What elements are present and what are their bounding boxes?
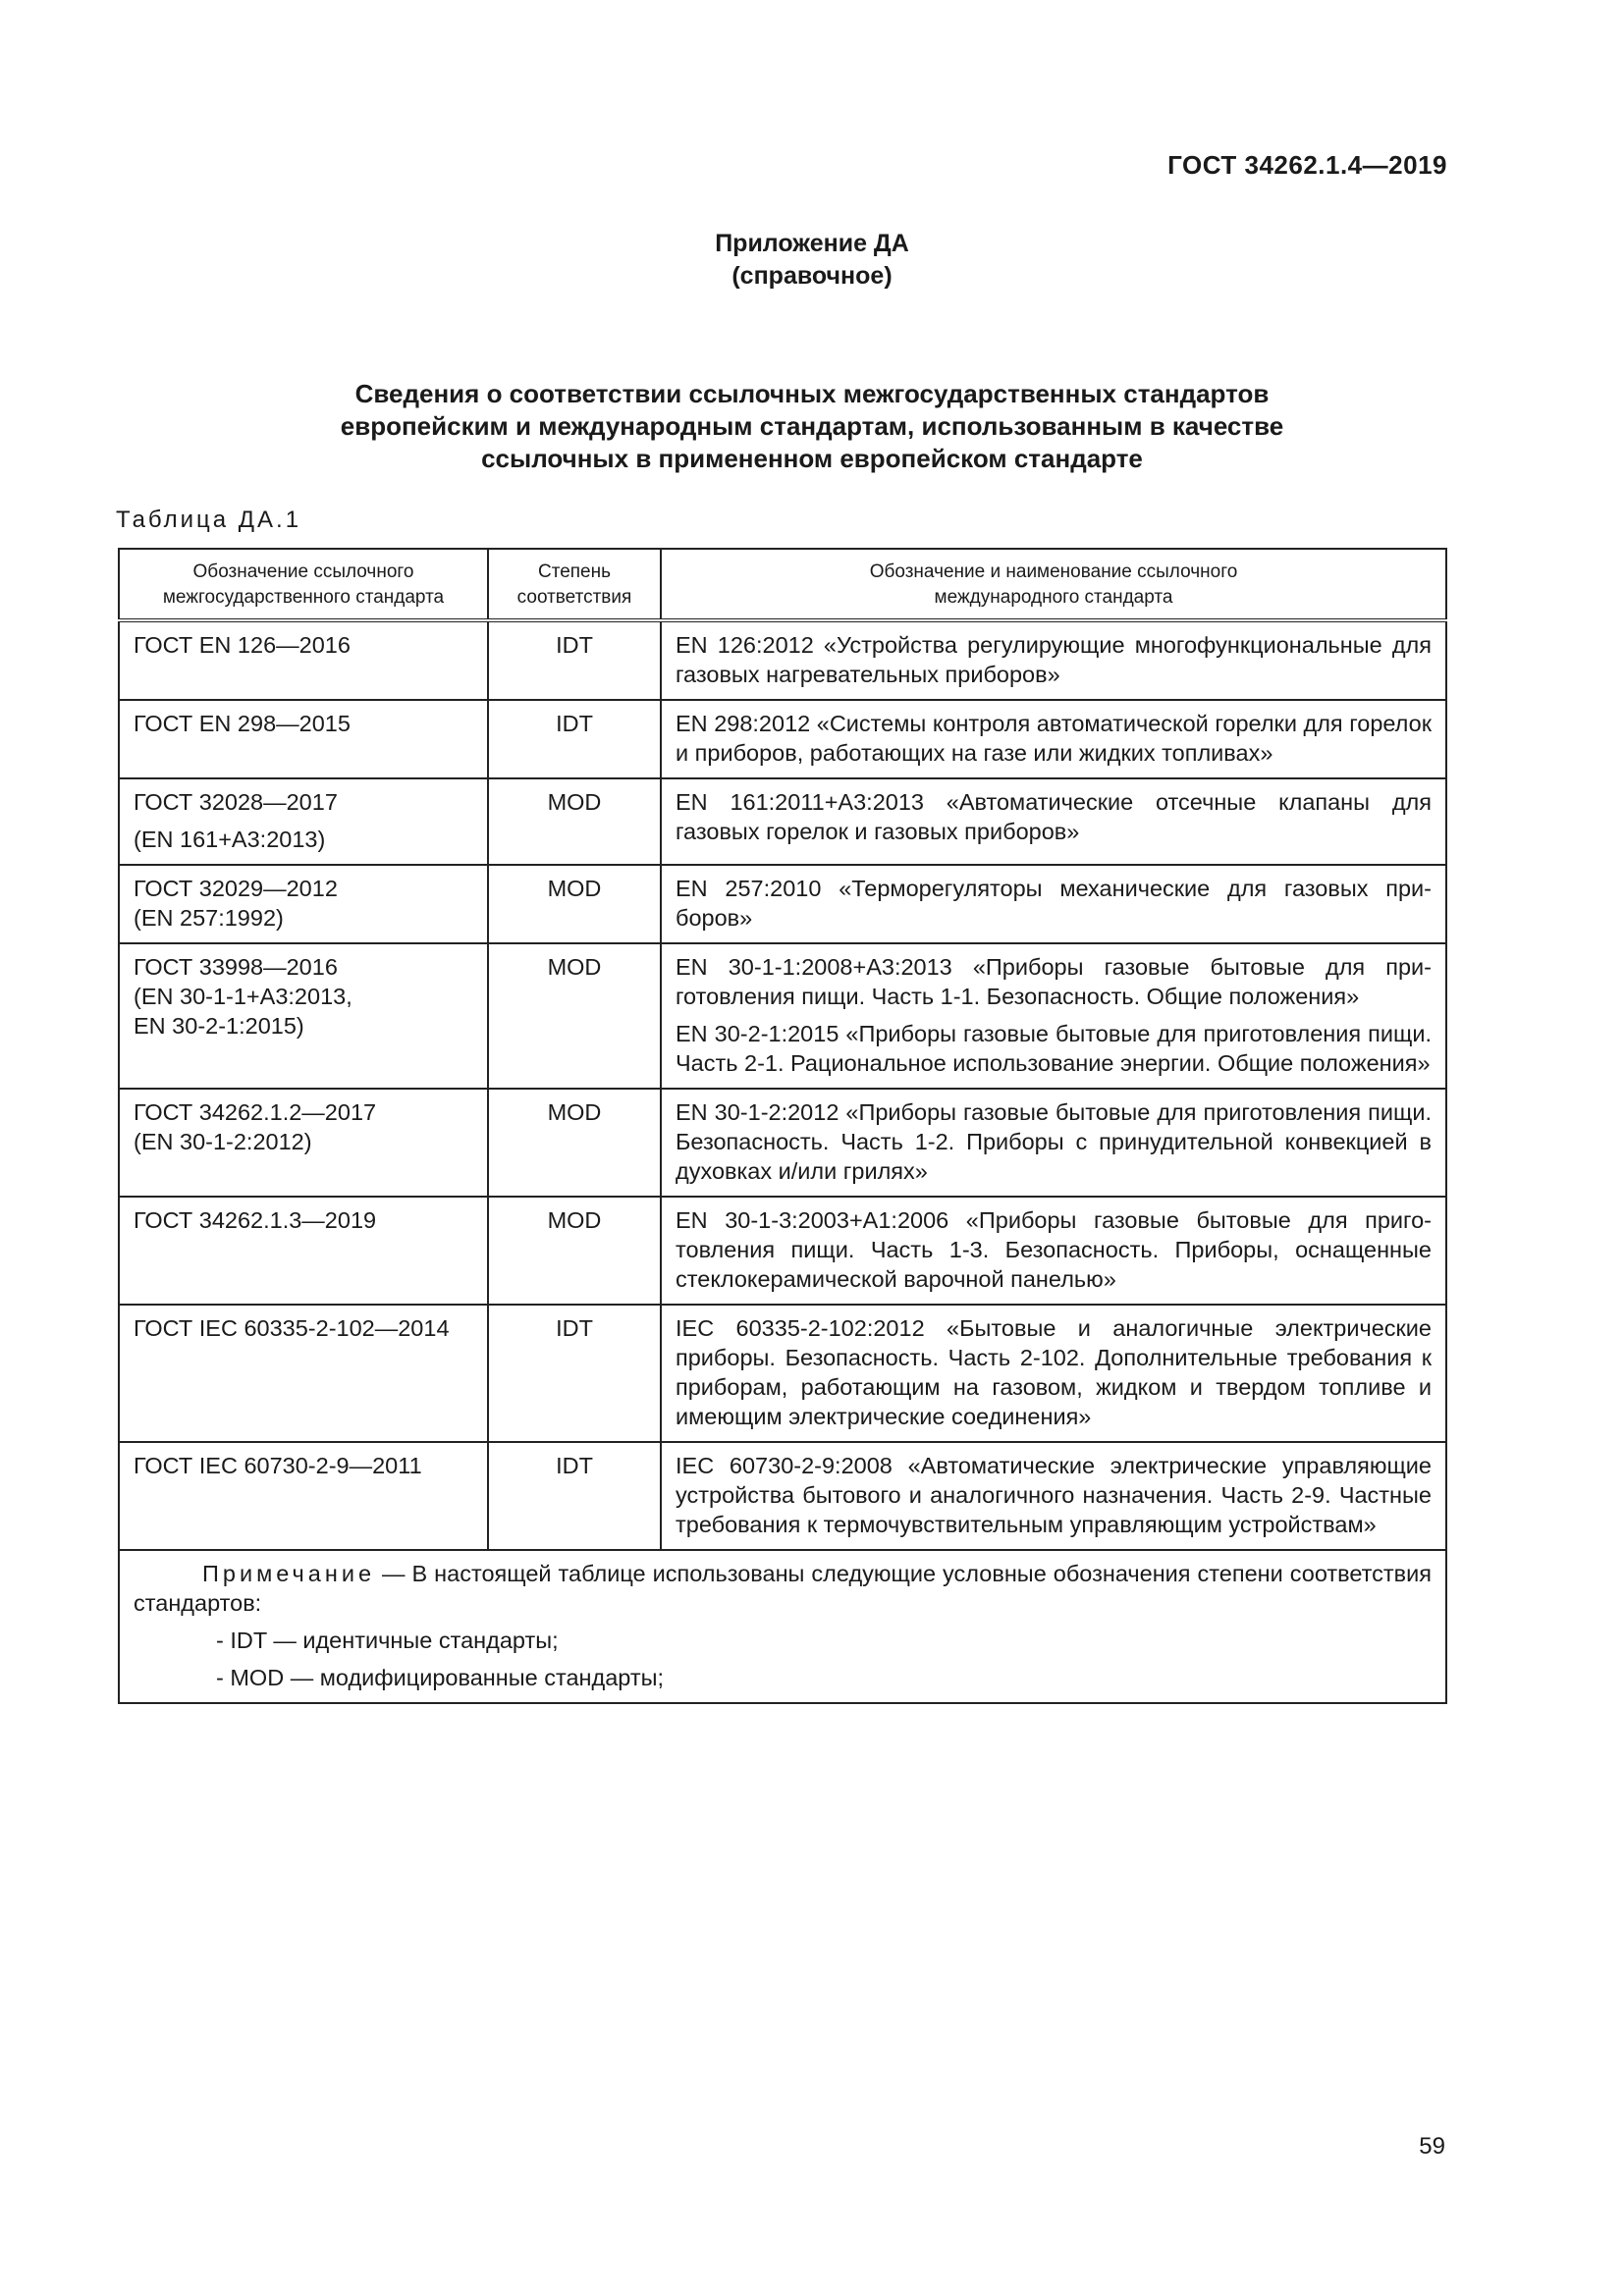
international-cell: [661, 778, 1446, 865]
designation-line: (EN 161+A3:2013): [134, 827, 326, 852]
degree-cell: MOD: [488, 778, 661, 865]
international-text: EN 161:2011+A3:2013 «Автоматические отсечные клапаны для газовых горелок и газовых приборов»: [676, 789, 1432, 844]
header-line: Обозначение ссылочного: [192, 561, 414, 582]
header-line: Обозначение и наименование ссылочного: [869, 561, 1238, 582]
note-item: - MOD — модифицированные стандарты;: [216, 1665, 665, 1690]
table-note: [119, 1550, 1446, 1703]
degree-cell: IDT: [488, 1442, 661, 1550]
designation-cell: [119, 778, 488, 865]
table-row: [119, 700, 1446, 778]
international-cell: [661, 620, 1446, 700]
annex-title-block: [0, 228, 1624, 293]
international-cell: [661, 700, 1446, 778]
international-cell: [661, 1197, 1446, 1305]
designation-line: ГОСТ 32029—2012: [134, 876, 338, 901]
designation-cell: [119, 1197, 488, 1305]
section-heading: [0, 378, 1624, 475]
table-row: [119, 1089, 1446, 1197]
degree-cell: IDT: [488, 1305, 661, 1442]
note-lead: Примечание: [202, 1561, 376, 1586]
heading-line: европейским и международным стандартам, использованным в качестве: [340, 411, 1284, 441]
designation-line: ГОСТ 34262.1.3—2019: [134, 1207, 377, 1233]
header-line: межгосударственного стандарта: [162, 587, 445, 608]
column-header-degree: [488, 549, 661, 620]
designation-line: (EN 257:1992): [134, 905, 284, 931]
designation-line: (EN 30-1-1+A3:2013,: [134, 984, 352, 1009]
designation-line: ГОСТ IEC 60730-2-9—2011: [134, 1453, 422, 1478]
table-caption: Таблица ДА.1: [116, 507, 302, 533]
international-text: EN 298:2012 «Системы контроля автоматической горелки для горелок и приборов, работающих на газе или жидких топливах»: [676, 711, 1432, 766]
header-line: Степень: [537, 561, 612, 582]
table-row: [119, 778, 1446, 865]
table-note-row: [119, 1550, 1446, 1703]
annex-title: Приложение ДА: [715, 230, 909, 257]
page-number: 59: [1419, 2133, 1445, 2160]
table-row: [119, 620, 1446, 700]
designation-line: ГОСТ IEC 60335-2-102—2014: [134, 1315, 450, 1341]
table-row: [119, 1305, 1446, 1442]
international-text: IEC 60730-2-9:2008 «Автоматические электрические управляющие устройства бытового и аналогичного назначения. Часть 2-9. Частные требования к термочувствительным управляющим устройствам»: [676, 1453, 1432, 1537]
table-row: [119, 1197, 1446, 1305]
international-text: EN 126:2012 «Устройства регулирующие многофункциональные для газовых нагревательных приборов»: [676, 632, 1432, 687]
degree-cell: MOD: [488, 1089, 661, 1197]
degree-cell: MOD: [488, 865, 661, 943]
designation-cell: [119, 620, 488, 700]
international-cell: [661, 943, 1446, 1089]
designation-cell: [119, 1305, 488, 1442]
degree-cell: MOD: [488, 1197, 661, 1305]
designation-line: ГОСТ 33998—2016: [134, 954, 338, 980]
international-text: EN 30-1-2:2012 «Приборы газовые бытовые для приготовления пищи. Безопасность. Часть 1-2. Приборы с принудительной конвекцией в духовках и/или грилях»: [676, 1099, 1432, 1184]
table-row: [119, 865, 1446, 943]
header-line: соответствия: [516, 587, 632, 608]
note-text: — В настоящей таблице использованы следующие условные обозначения степени соответствия стандартов:: [134, 1561, 1432, 1616]
international-text: EN 257:2010 «Терморегуляторы механические для газовых приборов»: [676, 876, 1432, 931]
designation-line: ГОСТ 34262.1.2—2017: [134, 1099, 377, 1125]
annex-kind: (справочное): [731, 262, 893, 290]
reference-standards-table: [118, 548, 1447, 1704]
international-cell: [661, 865, 1446, 943]
designation-cell: [119, 1089, 488, 1197]
international-text: EN 30-1-3:2003+A1:2006 «Приборы газовые бытовые для приготовления пищи. Часть 1-3. Безопасность. Приборы, оснащенные стеклокерамической варочной панелью»: [676, 1207, 1432, 1292]
international-cell: [661, 1089, 1446, 1197]
international-text: EN 30-2-1:2015 «Приборы газовые бытовые для приготовления пищи. Часть 2-1. Рациональное использование энергии. Общие положения»: [676, 1021, 1432, 1076]
designation-line: ГОСТ EN 126—2016: [134, 632, 351, 658]
designation-line: (EN 30-1-2:2012): [134, 1129, 312, 1154]
designation-line: ГОСТ 32028—2017: [134, 789, 338, 815]
designation-cell: [119, 1442, 488, 1550]
column-header-international: [661, 549, 1446, 620]
header-line: международного стандарта: [934, 587, 1173, 608]
degree-cell: IDT: [488, 620, 661, 700]
international-cell: [661, 1442, 1446, 1550]
designation-cell: [119, 943, 488, 1089]
international-text: IEC 60335-2-102:2012 «Бытовые и аналогичные электрические приборы. Безопасность. Часть 2-102. Дополнительные требования к приборам, работающим на газовом, жидком и твердом топливе и имеющим электрические соединения»: [676, 1315, 1432, 1429]
degree-cell: MOD: [488, 943, 661, 1089]
note-item: - IDT — идентичные стандарты;: [216, 1628, 559, 1653]
table-row: [119, 943, 1446, 1089]
designation-line: EN 30-2-1:2015): [134, 1013, 304, 1039]
table-header-row: [119, 549, 1446, 620]
designation-line: ГОСТ EN 298—2015: [134, 711, 351, 736]
designation-cell: [119, 700, 488, 778]
heading-line: ссылочных в примененном европейском стандарте: [481, 444, 1143, 473]
degree-cell: IDT: [488, 700, 661, 778]
designation-cell: [119, 865, 488, 943]
document-code: ГОСТ 34262.1.4—2019: [1167, 150, 1447, 180]
international-cell: [661, 1305, 1446, 1442]
international-text: EN 30-1-1:2008+A3:2013 «Приборы газовые бытовые для приготовления пищи. Часть 1-1. Безопасность. Общие положения»: [676, 954, 1432, 1009]
heading-line: Сведения о соответствии ссылочных межгосударственных стандартов: [354, 379, 1270, 408]
table-row: [119, 1442, 1446, 1550]
column-header-designation: [119, 549, 488, 620]
